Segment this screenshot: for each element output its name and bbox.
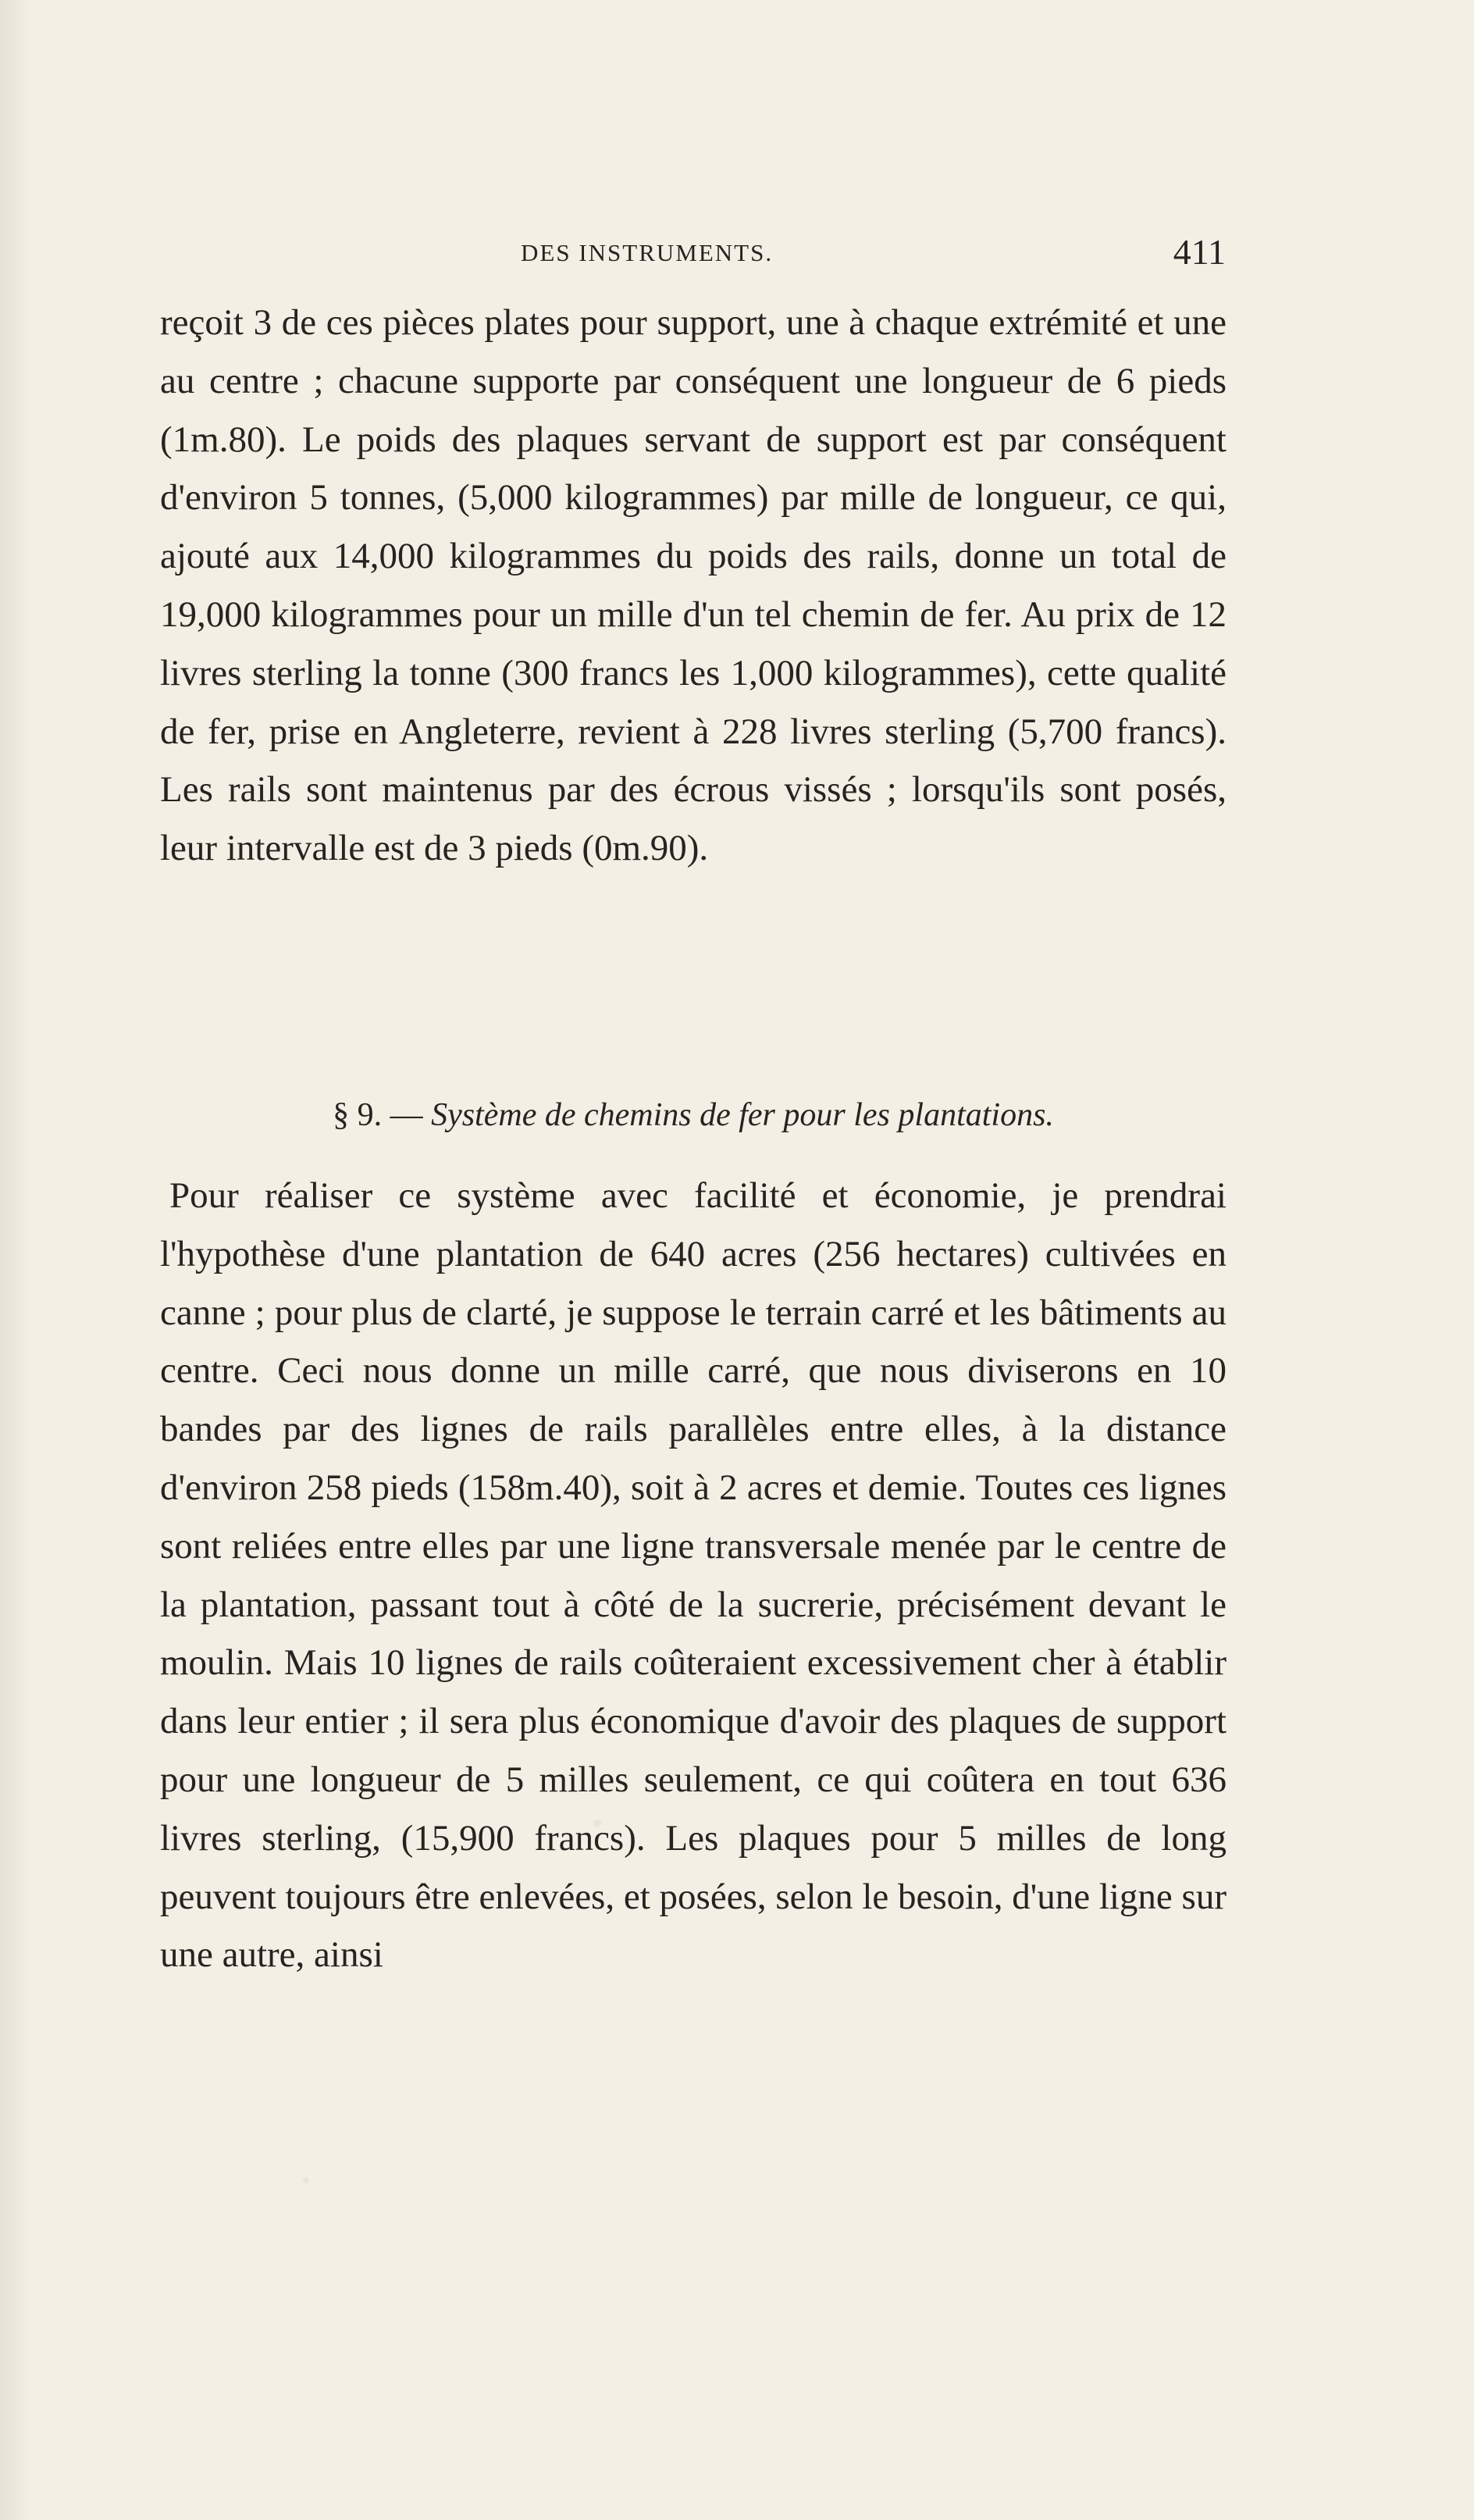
page-number: 411	[1173, 232, 1226, 272]
running-title: DES INSTRUMENTS.	[521, 239, 774, 266]
body-paragraph-1: reçoit 3 de ces pièces plates pour support, une à chaque extrémité et une au centre ; chacune supporte par conséquent une longueur de 6 pieds (1m.80). Le poids des plaques servant de support est par conséquent d'environ 5 tonnes, (5,000 kilogrammes) par mille de longueur, ce qui, ajouté aux 14,000 kilogrammes du poids des rails, donne un total de 19,000 kilogrammes pour un mille d'un tel chemin de fer. Au prix de 12 livres sterling la tonne (300 francs les 1,000 kilogrammes), cette qualité de fer, prise en Angleterre, revient à 228 livres sterling (5,700 francs). Les rails sont maintenus par des écrous vissés ; lorsqu'ils sont posés, leur intervalle est de 3 pieds (0m.90).	[160, 302, 1227, 869]
body-paragraph-2: Pour réaliser ce système avec facilité et économie, je prendrai l'hypothèse d'une plantation de 640 acres (256 hectares) cultivées en canne ; pour plus de clarté, je suppose le terrain carré et les bâtiments au centre. Ceci nous donne un mille carré, que nous diviserons en 10 bandes par des lignes de rails parallèles entre elles, à la distance d'environ 258 pieds (158m.40), soit à 2 acres et demie. Toutes ces lignes sont reliées entre elles par une ligne transversale menée par le centre de la plantation, passant tout à côté de la sucrerie, précisément devant le moulin. Mais 10 lignes de rails coûteraient excessivement cher à établir dans leur entier ; il sera plus économique d'avoir des plaques de support pour une longueur de 5 milles seulement, ce qui coûtera en tout 636 livres sterling, (15,900 francs). Les plaques pour 5 milles de long peuvent toujours être enlevées, et posées, selon le besoin, d'une ligne sur une autre, ainsi	[160, 1175, 1227, 1976]
paper-spot	[303, 2177, 309, 2183]
section-title: Système de chemins de fer pour les plantations.	[431, 1097, 1054, 1133]
running-head	[180, 231, 1226, 278]
section-heading	[160, 1092, 1227, 1139]
section-number: § 9. —	[333, 1097, 432, 1133]
